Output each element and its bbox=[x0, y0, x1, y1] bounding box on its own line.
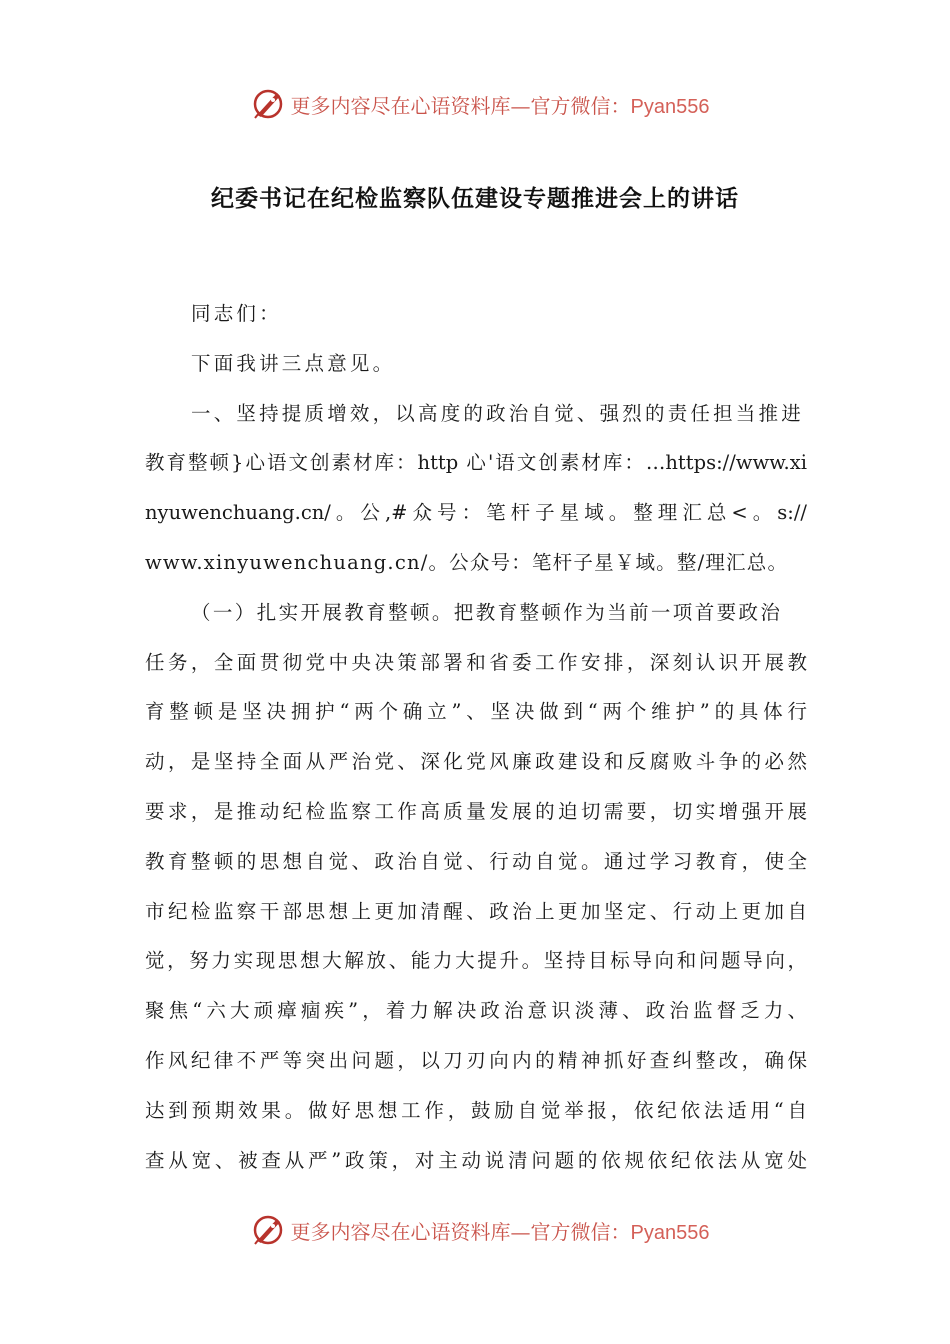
paragraph-line: 教育整顿}心语文创素材库：http 心'语文创素材库：…https://www.xi bbox=[145, 451, 807, 475]
subsection-heading-line: （一）扎实开展教育整顿。把教育整顿作为当前一项首要政治 bbox=[191, 600, 783, 624]
quill-pen-logo-icon bbox=[251, 1213, 285, 1247]
paragraph-line: 教育整顿的思想自觉、政治自觉、行动自觉。通过学习教育，使全 bbox=[145, 849, 807, 873]
document-body bbox=[145, 289, 807, 1185]
header-banner bbox=[0, 84, 950, 124]
paragraph-line: 作风纪律不严等突出问题，以刀刃向内的精神抓好查纠整改，确保 bbox=[145, 1048, 807, 1072]
header-wechat-id: Pyan556 bbox=[630, 95, 710, 118]
quill-pen-logo-icon bbox=[251, 87, 285, 121]
header-banner-label: 更多内容尽在心语资料库—官方微信： bbox=[290, 93, 631, 118]
footer-banner-content bbox=[241, 1213, 710, 1247]
paragraph-line: 达到预期效果。做好思想工作，鼓励自觉举报，依纪依法适用“自 bbox=[145, 1098, 807, 1122]
paragraph-line: 查从宽、被查从严”政策，对主动说清问题的依规依纪依法从宽处 bbox=[145, 1148, 807, 1172]
paragraph-line: 聚焦“六大顽瘴痼疾”，着力解决政治意识淡薄、政治监督乏力、 bbox=[145, 999, 807, 1023]
footer-banner bbox=[0, 1210, 950, 1250]
paragraph-line: www.xinyuwenchuang.cn/。公众号：笔杆子星￥域。整/理汇总。 bbox=[145, 550, 789, 574]
paragraph-line: 育整顿是坚决拥护“两个确立”、坚决做到“两个维护”的具体行 bbox=[145, 700, 807, 724]
paragraph-line: 下面我讲三点意见。 bbox=[191, 351, 396, 375]
paragraph-line: 任务，全面贯彻党中央决策部署和省委工作安排，深刻认识开展教 bbox=[145, 650, 807, 674]
paragraph-line: 要求，是推动纪检监察工作高质量发展的迫切需要，切实增强开展 bbox=[145, 799, 807, 823]
paragraph-line: 动，是坚持全面从严治党、深化党风廉政建设和反腐败斗争的必然 bbox=[145, 750, 807, 774]
section-heading-line: 一、坚持提质增效，以高度的政治自觉、强烈的责任担当推进 bbox=[191, 401, 804, 425]
footer-banner-text bbox=[291, 1216, 710, 1245]
salutation: 同志们： bbox=[191, 302, 282, 325]
header-banner-content bbox=[241, 87, 710, 121]
paragraph-line: 觉，努力实现思想大解放、能力大提升。坚持目标导向和问题导向， bbox=[145, 949, 807, 973]
footer-banner-label: 更多内容尽在心语资料库—官方微信： bbox=[290, 1219, 631, 1244]
paragraph-line: 市纪检监察干部思想上更加清醒、政治上更加坚定、行动上更加自 bbox=[145, 899, 807, 923]
paragraph-line: nyuwenchuang.cn/。公,#众号：笔杆子星域。整理汇总<。s:// bbox=[145, 501, 807, 525]
footer-wechat-id: Pyan556 bbox=[630, 1221, 710, 1244]
document-title: 纪委书记在纪检监察队伍建设专题推进会上的讲话 bbox=[211, 186, 739, 212]
header-banner-text bbox=[291, 90, 710, 119]
